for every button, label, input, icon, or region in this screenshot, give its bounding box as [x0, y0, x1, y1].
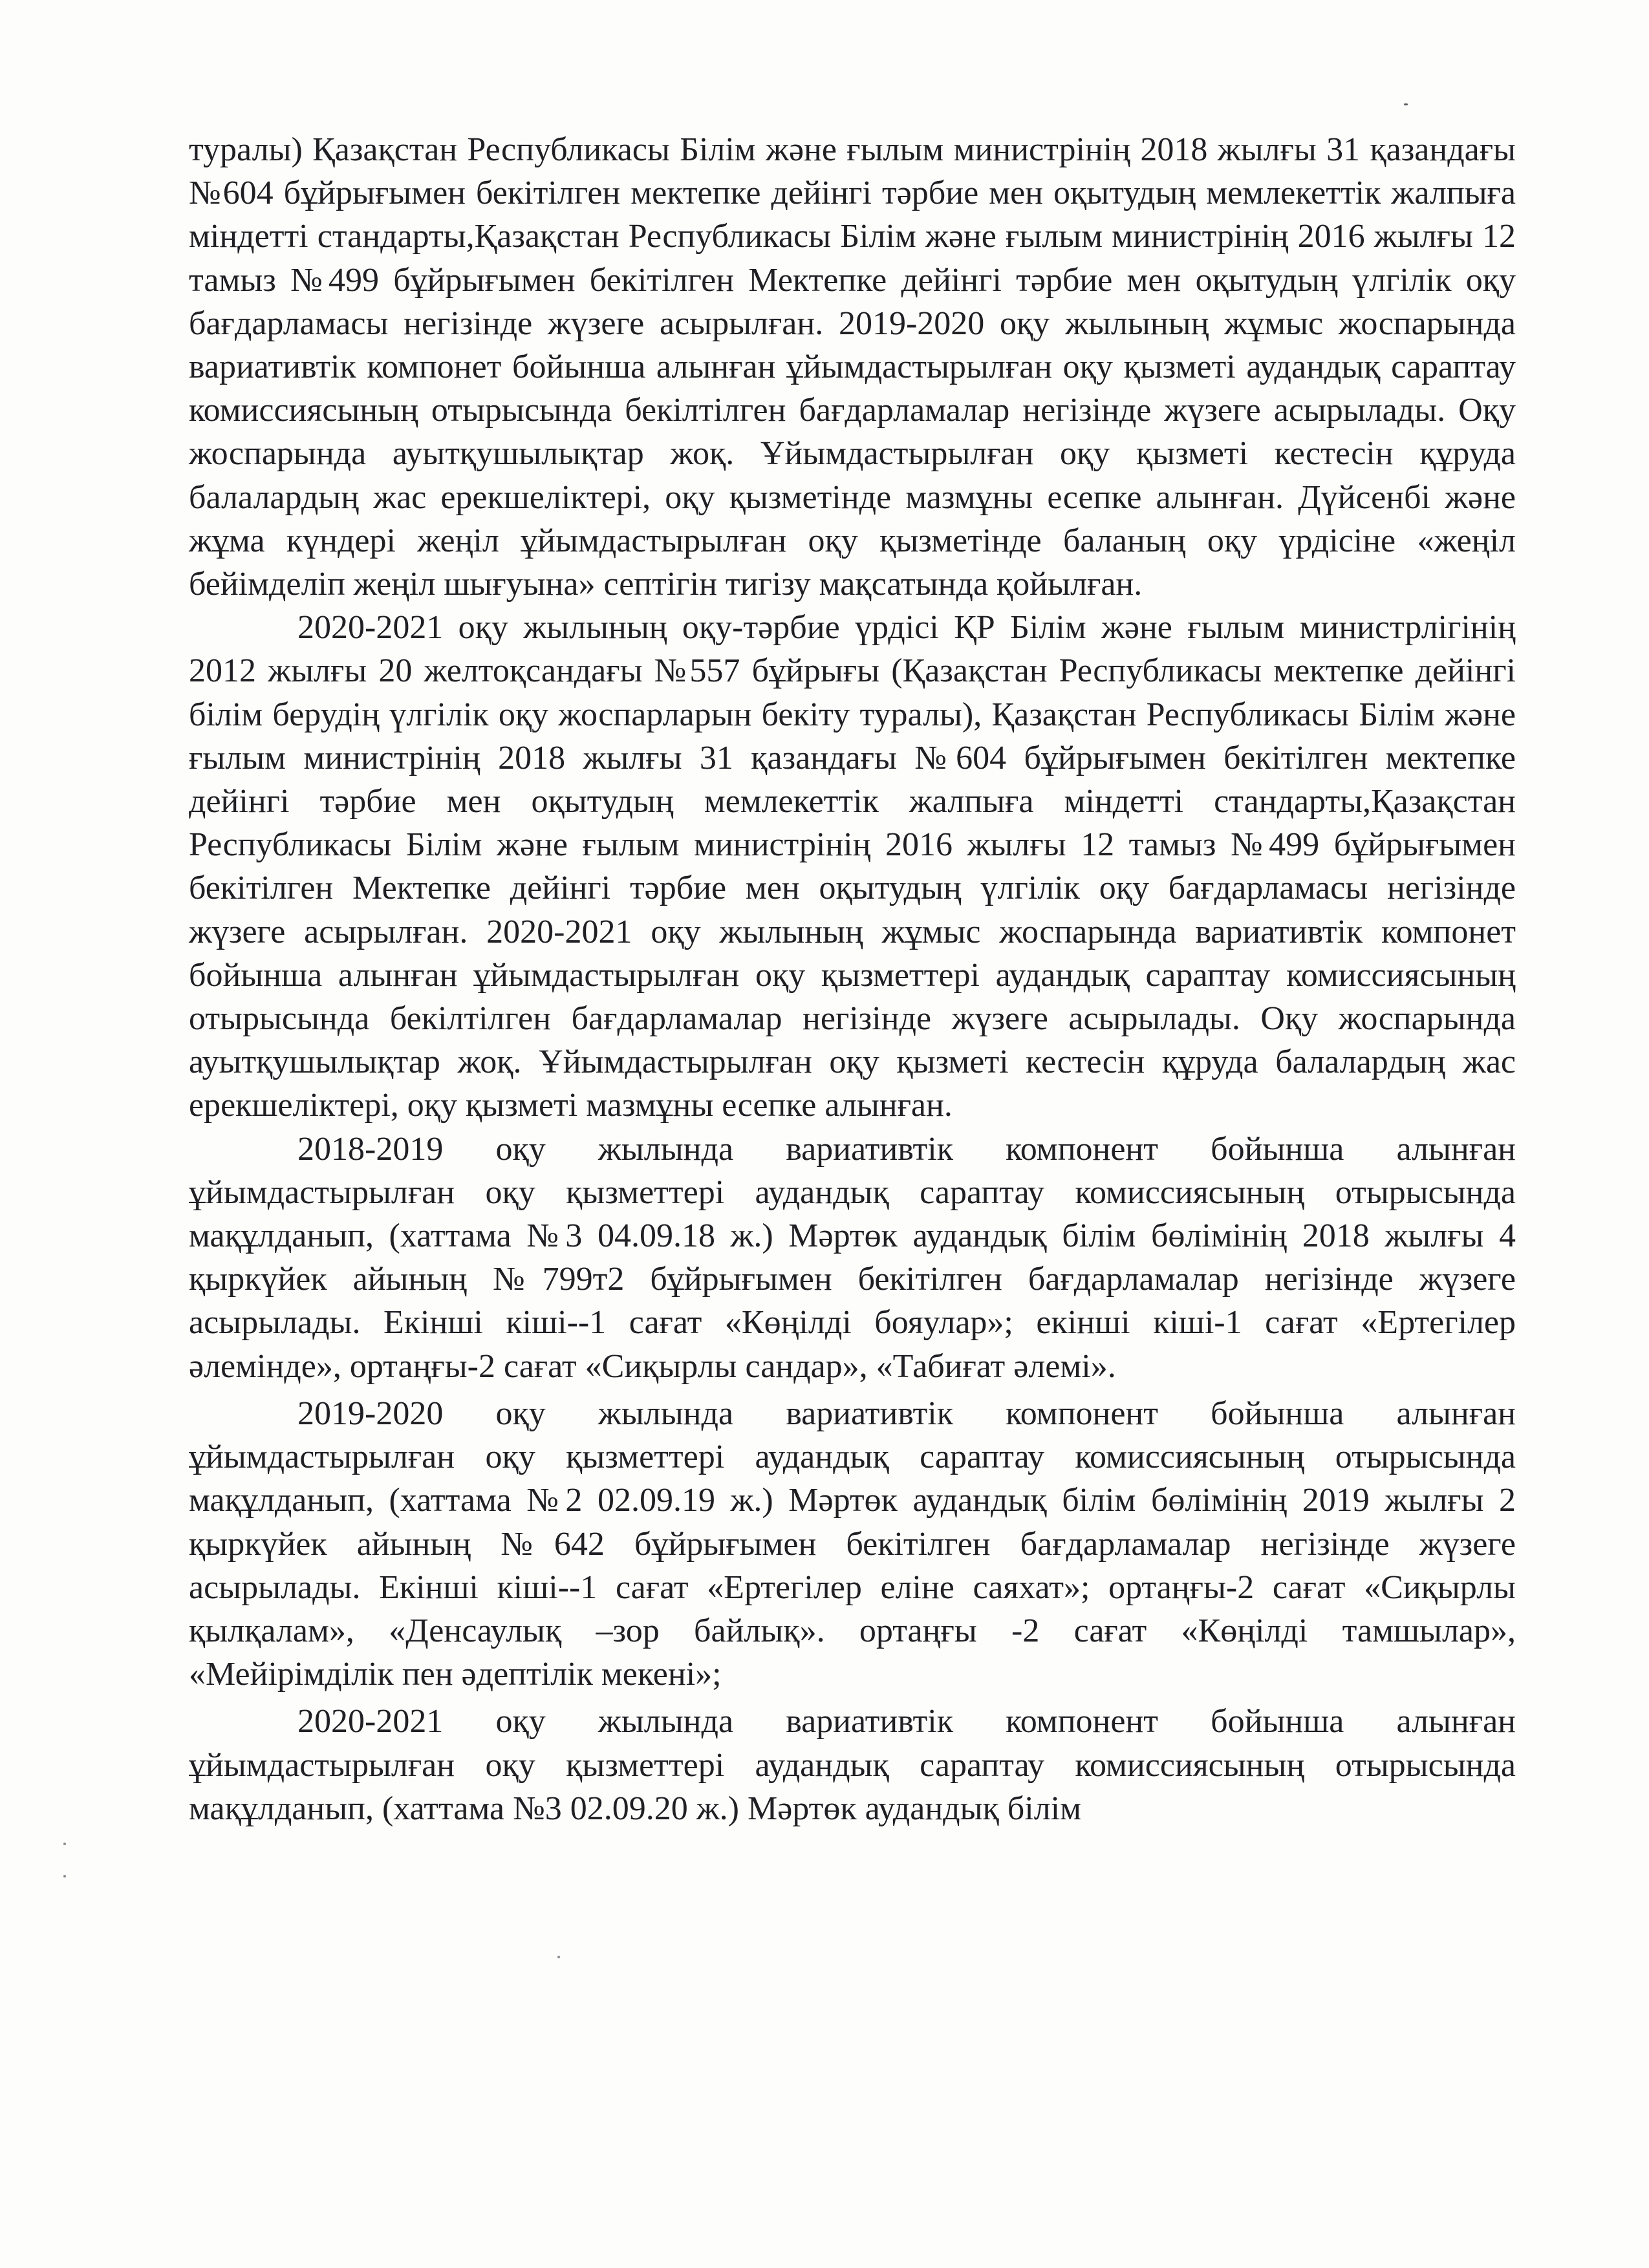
scan-speck	[557, 1956, 560, 1958]
paragraph-5: 2020-2021 оқу жылында вариативтік компонент бойынша алынған ұйымдастырылған оқу қызметтері аудандық сараптау комиссиясының отырысында мақұлданып, (хаттама №3 02.09.20 ж.) Мәртөк аудандық білім	[189, 1703, 1516, 1827]
document-body	[189, 128, 1516, 1830]
scan-speck	[63, 1875, 66, 1878]
paragraph-2: 2020-2021 оқу жылының оқу-тәрбие үрдісі ҚР Білім және ғылым министрлігінің 2012 жылғы 20 желтоқсандағы №557 бұйрығы (Қазақстан Республикасы мектепке дейінгі білім берудің үлгілік оқу жоспарларын бекіту туралы), Қазақстан Республикасы Білім және ғылым министрінің 2018 жылғы 31 қазандағы №604 бұйрығымен бекітілген мектепке дейінгі тәрбие мен оқытудың мемлекеттік жалпыға міндетті стандарты,Қазақстан Республикасы Білім және ғылым министрінің 2016 жылғы 12 тамыз №499 бұйрығымен бекітілген Мектепке дейінгі тәрбие мен оқытудың үлгілік оқу бағдарламасы негізінде жүзеге асырылған. 2020-2021 оқу жылының жұмыс жоспарында вариативтік компонет бойынша алынған ұйымдастырылған оқу қызметтері аудандық сараптау комиссиясының отырысында бекілтілген бағдарламалар негізінде жүзеге асырылады. Оқу жоспарында ауытқушылықтар жоқ. Ұйымдастырылған оқу қызметі кестесін құруда балалардың жас ерекшеліктері, оқу қызметі мазмұны есепке алынған.	[189, 609, 1516, 1124]
scan-speck	[1404, 103, 1408, 105]
paragraph-3: 2018-2019 оқу жылында вариативтік компонент бойынша алынған ұйымдастырылған оқу қызметтері аудандық сараптау комиссиясының отырысында мақұлданып, (хаттама №3 04.09.18 ж.) Мәртөк аудандық білім бөлімінің 2018 жылғы 4 қыркүйек айының №799т2 бұйрығымен бекітілген бағдарламалар негізінде жүзеге асырылады. Екінші кіші--1 сағат «Көңілді бояулар»; екінші кіші-1 сағат «Ертегілер әлемінде», ортаңғы-2 сағат «Сиқырлы сандар», «Табиғат әлемі».	[189, 1130, 1516, 1385]
paragraph-1: туралы) Қазақстан Республикасы Білім және ғылым министрінің 2018 жылғы 31 қазандағы №604 бұйрығымен бекітілген мектепке дейінгі тәрбие мен оқытудың мемлекеттік жалпыға міндетті стандарты,Қазақстан Республикасы Білім және ғылым министрінің 2016 жылғы 12 тамыз №499 бұйрығымен бекітілген Мектепке дейінгі тәрбие мен оқытудың үлгілік оқу бағдарламасы негізінде жүзеге асырылған. 2019-2020 оқу жылының жұмыс жоспарында вариативтік компонет бойынша алынған ұйымдастырылған оқу қызметі аудандық сараптау комиссиясының отырысында бекілтілген бағдарламалар негізінде жүзеге асырылады. Оқу жоспарында ауытқушылықтар жоқ. Ұйымдастырылған оқу қызметі кестесін құруда балалардың жас ерекшеліктері, оқу қызметінде мазмұны есепке алынған. Дүйсенбі және жұма күндері жеңіл ұйымдастырылған оқу қызметінде баланың оқу үрдісіне «жеңіл бейімделіп жеңіл шығуына» септігін тигізу мақсатында қойылған.	[189, 131, 1516, 603]
scan-speck	[63, 1843, 66, 1845]
paragraph-4: 2019-2020 оқу жылында вариативтік компонент бойынша алынған ұйымдастырылған оқу қызметтері аудандық сараптау комиссиясының отырысында мақұлданып, (хаттама №2 02.09.19 ж.) Мәртөк аудандық білім бөлімінің 2019 жылғы 2 қыркүйек айының №642 бұйрығымен бекітілген бағдарламалар негізінде жүзеге асырылады. Екінші кіші--1 сағат «Ертегілер еліне саяхат»; ортаңғы-2 сағат «Сиқырлы қылқалам», «Денсаулық –зор байлық». ортаңғы -2 сағат «Көңілді тамшылар», «Мейірімділік пен әдептілік мекені»;	[189, 1395, 1516, 1693]
